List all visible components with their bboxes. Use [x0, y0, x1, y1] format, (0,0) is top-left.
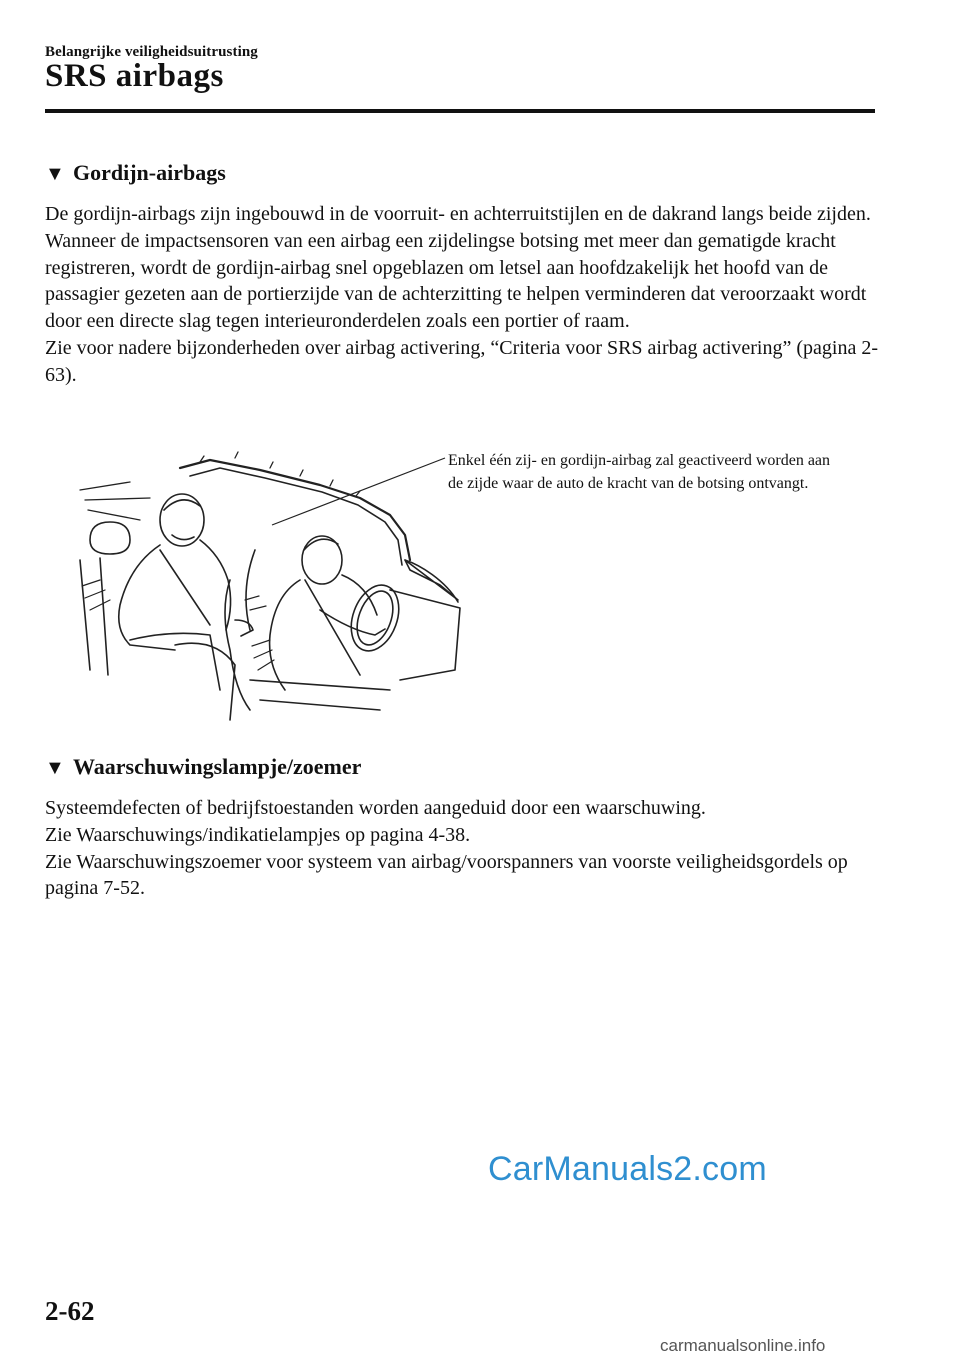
section-heading-text: Gordijn-airbags [73, 160, 226, 185]
paragraph: De gordijn-airbags zijn ingebouwd in de voorruit- en achterruitstijlen en de dakrand langs beide zijden. [45, 203, 871, 225]
page-number: 2-62 [45, 1296, 95, 1326]
triangle-marker-icon: ▼ [45, 757, 65, 779]
section-body-gordijn-airbags [45, 201, 885, 389]
section-heading-gordijn-airbags [45, 160, 226, 186]
footer-site-link[interactable]: carmanualsonline.info [660, 1336, 826, 1355]
paragraph: Wanneer de impactsensoren van een airbag een zijdelingse botsing met meer dan gematigde kracht registreren, wordt de gordijn-airbag snel opgeblazen om letsel aan hoofdzakelijk het hoofd van de passagier gezeten aan de portierzijde van de achterzitting te helpen verminderen dat veroorzaakt wordt door een directe slag tegen interieuronderdelen zoals een portier of raam. [45, 229, 867, 333]
section-heading-waarschuwingslampje [45, 754, 361, 780]
title-rule [45, 109, 875, 113]
paragraph: Systeemdefecten of bedrijfstoestanden worden aangeduid door een waarschuwing. [45, 797, 706, 819]
section-kicker: Belangrijke veiligheidsuitrusting [45, 44, 258, 60]
page-title: SRS airbags [45, 58, 224, 94]
paragraph: Zie Waarschuwingszoemer voor systeem van airbag/voorspanners van voorste veiligheidsgordels op pagina 7-52. [45, 850, 848, 900]
illustration-callout: Enkel één zij- en gordijn-airbag zal geactiveerd worden aan de zijde waar de auto de kracht van de botsing ontvangt. [448, 452, 831, 492]
section-heading-text: Waarschuwingslampje/zoemer [73, 754, 362, 779]
paragraph: Zie Waarschuwings/indikatielampjes op pagina 4-38. [45, 823, 471, 846]
triangle-marker-icon: ▼ [45, 163, 65, 185]
curtain-airbag-illustration [60, 440, 470, 730]
section-body-waarschuwingslampje [45, 795, 885, 902]
paragraph: Zie voor nadere bijzonderheden over airbag activering, “Criteria voor SRS airbag activering” (pagina 2-63). [45, 336, 878, 386]
watermark-logo: CarManuals2.com [488, 1150, 767, 1188]
